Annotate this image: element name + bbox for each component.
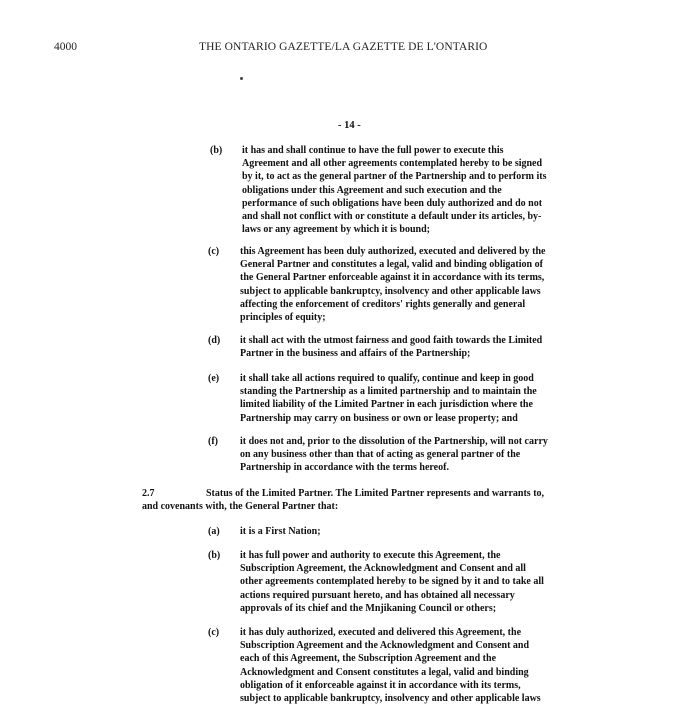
clause-text: it has full power and authority to execute this Agreement, the Subscription Agreement, the Acknowledgment and Consent and all other agreements contemplated hereby to be signed by it and to take all actions required pursuant hereto, and has obtained all necessary approvals of its chief and the Mnjikaning Council or others; [240, 550, 544, 614]
clause-text: it has duly authorized, executed and delivered this Agreement, the Subscription Agreement and the Acknowledgment and Consent and each of this Agreement, the Subscription Agreement and the Acknowledgment and Consent constitutes a legal, valid and binding obligation of it enforceable against it in accordance with its terms, subject to applicable bankruptcy, insolvency and other applicable laws [240, 627, 541, 705]
clause-text: it shall act with the utmost fairness and good faith towards the Limited Partner in the business and affairs of the Partnership; [240, 335, 543, 360]
clause-text: it has and shall continue to have the full power to execute this Agreement and all other agreements contemplated hereby to be signed by it, to act as the general partner of the Partnership and to perform its obligations under this Agreement and such execution and the performance of such obligations have been duly authorized and do not and shall not conflict with or constitute a default under its articles, by-laws or any agreement by which it is bound; [242, 145, 547, 236]
document-page-marker: - 14 - [338, 120, 361, 131]
gazette-title: THE ONTARIO GAZETTE/LA GAZETTE DE L'ONTARIO [199, 41, 488, 53]
clause-label: (a) [208, 526, 220, 537]
clause-text: it shall take all actions required to qualify, continue and keep in good standing the Partnership as a limited partnership and to maintain the limited liability of the Limited Partner in each jurisdiction where the Partnership may carry on business or own or lease property; and [240, 373, 537, 424]
clause-label: (d) [208, 335, 221, 346]
clause-label: (c) [208, 627, 220, 638]
clause-label: (b) [208, 550, 221, 561]
gazette-page-number: 4000 [54, 41, 77, 53]
section-number: 2.7 [142, 488, 155, 499]
clause-text: it does not and, prior to the dissolution of the Partnership, will not carry on any business other than that of acting as general partner of the Partnership in accordance with the terms hereof. [240, 436, 548, 474]
clause-label: (b) [210, 145, 223, 156]
clause-label: (f) [208, 436, 218, 447]
section-text: Status of the Limited Partner. The Limited Partner represents and warrants to, and covenants with, the General Partner that: [142, 488, 545, 513]
clause-label: (e) [208, 373, 220, 384]
clause-label: (c) [208, 246, 220, 257]
stray-mark [240, 77, 243, 80]
clause-text: it is a First Nation; [240, 526, 321, 537]
clause-text: this Agreement has been duly authorized, executed and delivered by the General Partner and constitutes a legal, valid and binding obligation of the General Partner enforceable against it in accordance with its terms, subject to applicable bankruptcy, insolvency and other applicable laws affecting the enforcement of creditors' rights generally and general principles of equity; [240, 246, 546, 324]
section-2-7 [142, 487, 552, 513]
